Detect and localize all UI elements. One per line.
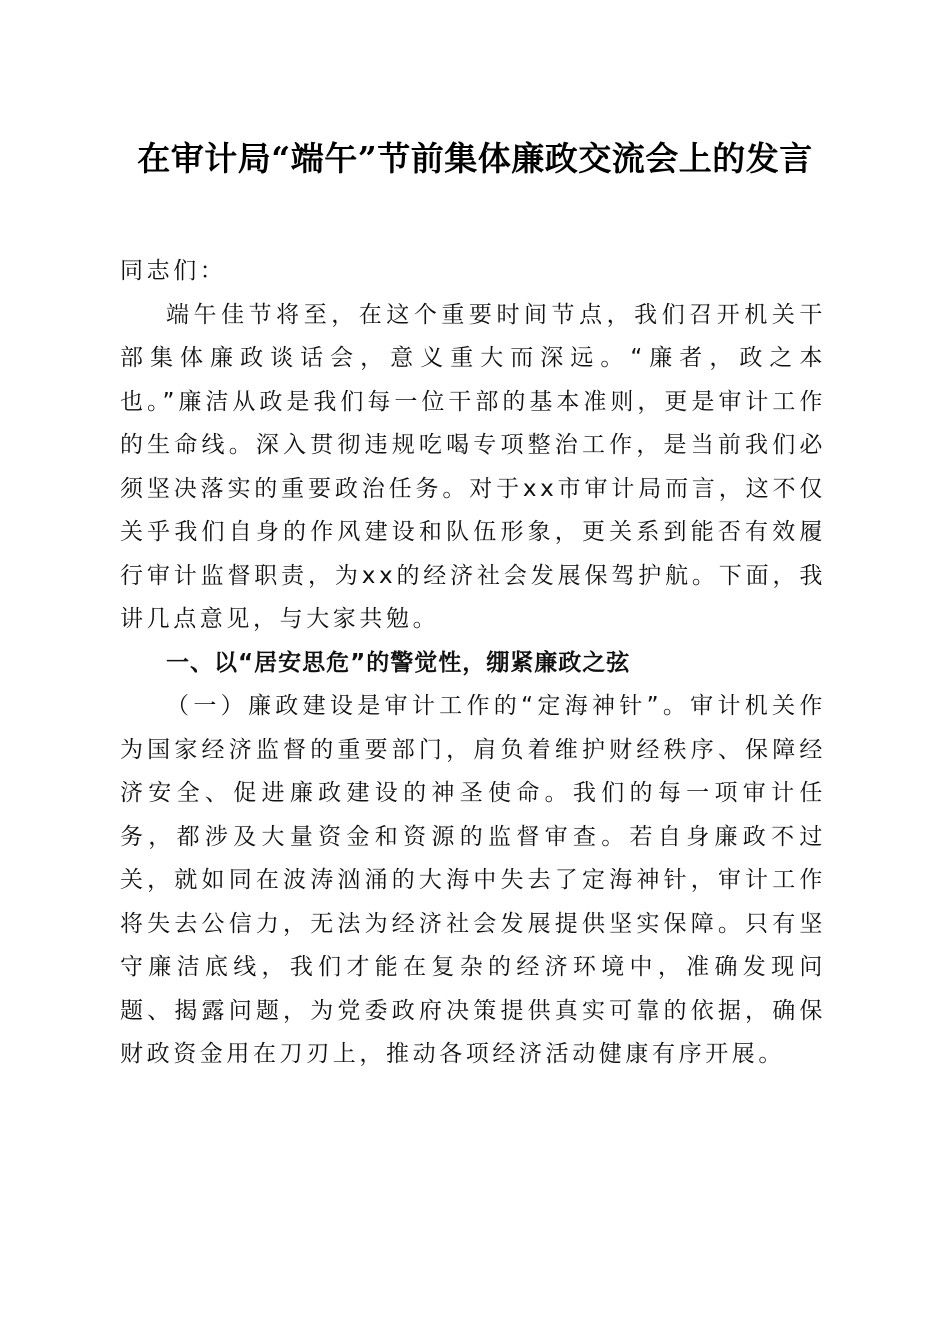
- document-body: [120, 250, 826, 1077]
- paragraph-section-1-1: [120, 685, 826, 1077]
- subsection-body: 审计机关作为国家经济监督的重要部门，肩负着维护财经秩序、保障经济安全、促进廉政建设的神圣使命。我们的每一项审计任务，都涉及大量资金和资源的监督审查。若自身廉政不过关，就如同在波涛汹涌的大海中失去了定海神针，审计工作将失去公信力，无法为经济社会发展提供坚实保障。只有坚守廉洁底线，我们才能在复杂的经济环境中，准确发现问题、揭露问题，为党委政府决策提供真实可靠的依据，确保财政资金用在刀刃上，推动各项经济活动健康有序开展。: [120, 693, 826, 1067]
- salutation: 同志们：: [120, 258, 227, 284]
- subsection-lead: （一）廉政建设是审计工作的“定海神针”。: [166, 693, 691, 719]
- paragraph-intro: 端午佳节将至，在这个重要时间节点，我们召开机关干部集体廉政谈话会，意义重大而深远。“廉者，政之本也。”廉洁从政是我们每一位干部的基本准则，更是审计工作的生命线。深入贯彻违规吃喝专项整治工作，是当前我们必须坚决落实的重要政治任务。对于xx市审计局而言，这不仅关乎我们自身的作风建设和队伍形象，更关系到能否有效履行审计监督职责，为xx的经济社会发展保驾护航。下面，我讲几点意见，与大家共勉。: [120, 301, 826, 632]
- section-heading-1: 一、以“居安思危”的警觉性，绷紧廉政之弦: [166, 649, 631, 676]
- document-title: 在审计局“端午”节前集体廉政交流会上的发言: [137, 139, 813, 178]
